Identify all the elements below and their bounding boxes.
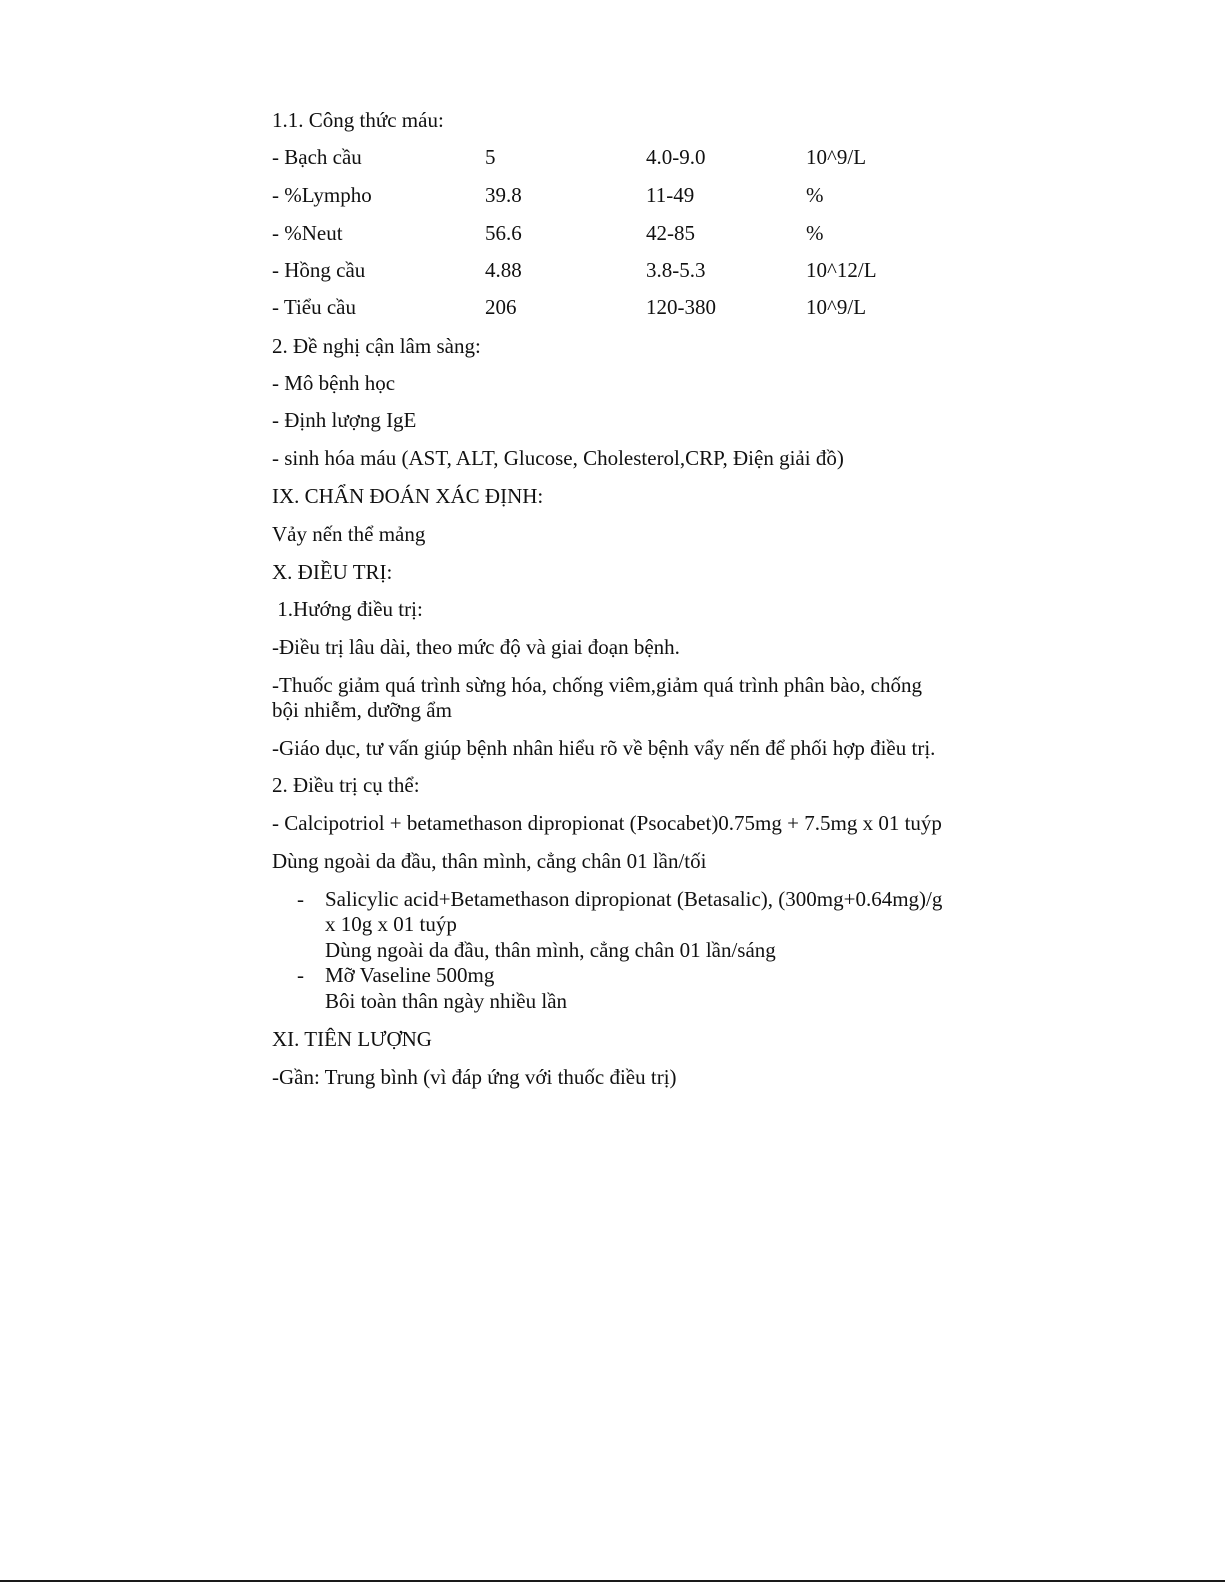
lab-name: - Tiểu cầu	[272, 295, 356, 319]
drug-line: - Calcipotriol + betamethason dipropionat (Psocabet)0.75mg + 7.5mg x 01 tuýp	[272, 811, 942, 835]
treatment-direction-item: -Giáo dục, tư vấn giúp bệnh nhân hiểu rõ về bệnh vẩy nến để phối hợp điều trị.	[272, 736, 936, 760]
lab-range: 42-85	[646, 221, 695, 245]
blood-count-heading: 1.1. Công thức máu:	[272, 108, 444, 132]
treatment-direction-item: -Thuốc giảm quá trình sừng hóa, chống viêm,giảm quá trình phân bào, chống	[272, 673, 922, 697]
drug-line: Mỡ Vaseline 500mg	[325, 963, 495, 987]
lab-range: 120-380	[646, 295, 716, 319]
lab-row	[272, 183, 972, 207]
lab-row	[272, 145, 972, 169]
lab-row	[272, 258, 972, 282]
treatment-direction-item: -Điều trị lâu dài, theo mức độ và giai đoạn bệnh.	[272, 635, 680, 659]
lab-value: 39.8	[485, 183, 522, 207]
paraclinical-heading: 2. Đề nghị cận lâm sàng:	[272, 334, 481, 358]
treatment-direction-item: bội nhiễm, dưỡng ẩm	[272, 698, 452, 722]
lab-unit: 10^12/L	[806, 258, 877, 282]
paraclinical-item: - sinh hóa máu (AST, ALT, Glucose, Cholesterol,CRP, Điện giải đồ)	[272, 446, 844, 470]
paraclinical-item: - Mô bệnh học	[272, 371, 396, 395]
lab-name: - %Neut	[272, 221, 343, 245]
diagnosis-text: Vảy nến thể mảng	[272, 522, 426, 546]
drug-line: x 10g x 01 tuýp	[325, 912, 457, 936]
lab-name: - Hồng cầu	[272, 258, 366, 282]
lab-unit: %	[806, 183, 824, 207]
lab-range: 3.8-5.3	[646, 258, 706, 282]
list-bullet: -	[297, 887, 304, 911]
specific-treatment-heading: 2. Điều trị cụ thể:	[272, 773, 420, 797]
lab-unit: 10^9/L	[806, 295, 867, 319]
drug-usage: Dùng ngoài da đầu, thân mình, cẳng chân 01 lần/tối	[272, 849, 707, 873]
drug-usage: Dùng ngoài da đầu, thân mình, cẳng chân 01 lần/sáng	[325, 938, 776, 962]
prognosis-near: -Gần: Trung bình (vì đáp ứng với thuốc điều trị)	[272, 1065, 677, 1089]
lab-value: 5	[485, 145, 496, 169]
lab-unit: %	[806, 221, 824, 245]
lab-range: 4.0-9.0	[646, 145, 706, 169]
treatment-heading: X. ĐIỀU TRỊ:	[272, 560, 393, 584]
lab-range: 11-49	[646, 183, 695, 207]
lab-row	[272, 221, 972, 245]
treatment-direction-heading: 1.Hướng điều trị:	[272, 597, 423, 621]
lab-name: - Bạch cầu	[272, 145, 362, 169]
page-bottom-rule	[0, 1580, 1225, 1582]
lab-name: - %Lympho	[272, 183, 372, 207]
list-bullet: -	[297, 963, 304, 987]
lab-value: 206	[485, 295, 517, 319]
drug-line: Salicylic acid+Betamethason dipropionat (Betasalic), (300mg+0.64mg)/g	[325, 887, 943, 911]
lab-unit: 10^9/L	[806, 145, 867, 169]
paraclinical-item: - Định lượng IgE	[272, 408, 417, 432]
lab-row	[272, 295, 972, 319]
prognosis-heading: XI. TIÊN LƯỢNG	[272, 1027, 432, 1051]
lab-value: 56.6	[485, 221, 522, 245]
lab-value: 4.88	[485, 258, 522, 282]
drug-usage: Bôi toàn thân ngày nhiều lần	[325, 989, 568, 1013]
diagnosis-heading: IX. CHẨN ĐOÁN XÁC ĐỊNH:	[272, 484, 544, 508]
